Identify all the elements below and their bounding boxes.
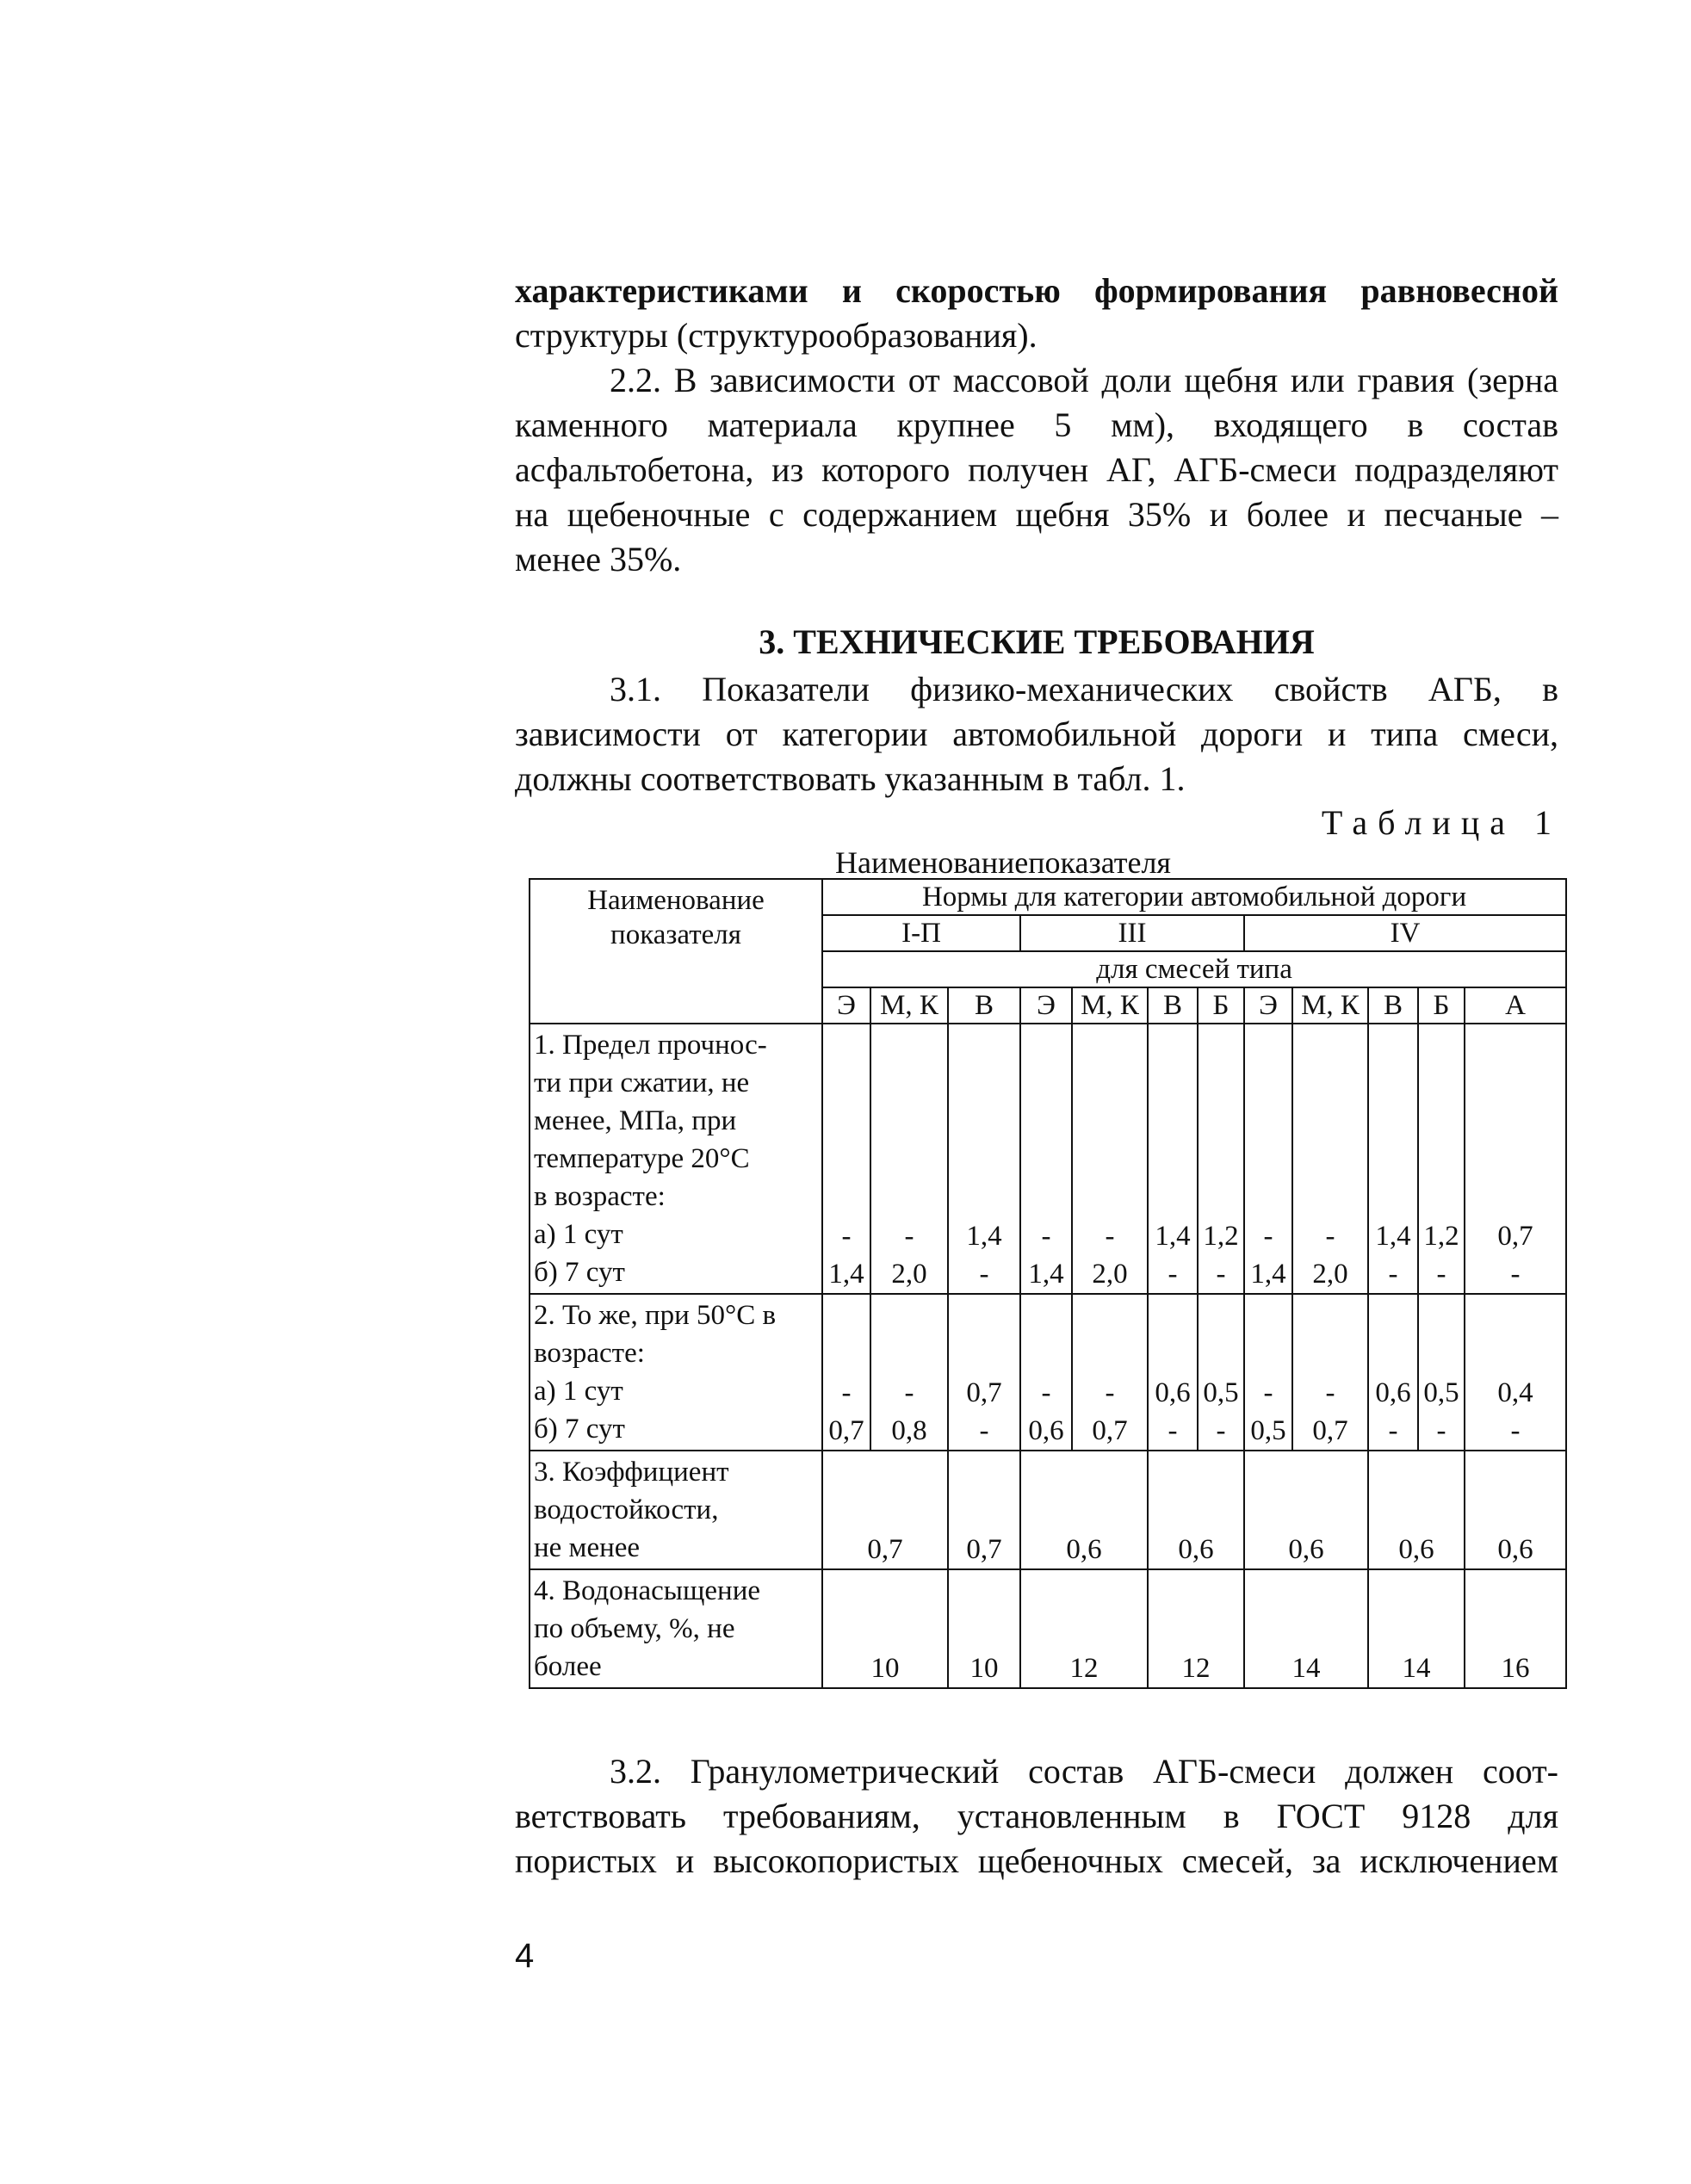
page-number: 4 [515, 1937, 535, 1975]
row2-b-value: 0,7 [1092, 1415, 1128, 1446]
row4-cell: 12 [1148, 1569, 1244, 1688]
row2-cell [1148, 1294, 1198, 1451]
row1-a-value: 1,2 [1203, 1221, 1239, 1252]
row4-name-line: более [534, 1651, 602, 1682]
row1-cell [1198, 1024, 1244, 1294]
row1-cell [870, 1024, 948, 1294]
category-2: III [1020, 915, 1244, 951]
row1-a-value: 1,2 [1423, 1221, 1459, 1252]
type-cell: М, К [1292, 987, 1368, 1024]
row1-a-value: - [1325, 1221, 1335, 1252]
row3-cell: 0,6 [1368, 1451, 1465, 1569]
row4-name-line: по объему, %, не [534, 1613, 735, 1644]
table-overhead-label: Наименованиепоказателя [835, 845, 1171, 880]
row1-b-value: 1,4 [828, 1259, 864, 1290]
row2-a-value: - [904, 1377, 914, 1408]
p32-line-3: пористых и высокопористых щебеночных смесей, за исключением [515, 1841, 1558, 1880]
p22-line-2: каменного материала крупнее 5 мм), входящего в состав [515, 405, 1558, 444]
category-1: I-П [822, 915, 1020, 951]
row4-name-line: 4. Водонасыщение [534, 1575, 761, 1606]
header-row-1 [530, 879, 1566, 915]
row2-cell [1244, 1294, 1292, 1451]
row2-cell [1020, 1294, 1072, 1451]
row2-b-value: - [1388, 1415, 1398, 1446]
row2-a-value: - [1263, 1377, 1273, 1408]
row2-cell [1368, 1294, 1418, 1451]
type-cell: Э [1244, 987, 1292, 1024]
row1-name-line: температуре 20°С [534, 1143, 750, 1174]
type-cell: В [1148, 987, 1198, 1024]
row2-b-value: - [1510, 1415, 1521, 1446]
row4-cell: 14 [1244, 1569, 1368, 1688]
row1-name-line: ти при сжатии, не [534, 1067, 750, 1098]
type-cell: М, К [870, 987, 948, 1024]
properties-table [529, 878, 1567, 1689]
row2-b-value: - [1168, 1415, 1178, 1446]
row1-b-value: 1,4 [1250, 1259, 1286, 1290]
p31-line-3: должны соответствовать указанным в табл. 1. [515, 759, 1186, 798]
row1-cell [1244, 1024, 1292, 1294]
p32-line-2: ветствовать требованиям, установленным в ГОСТ 9128 для [515, 1797, 1558, 1835]
row1-a-value: 0,7 [1497, 1221, 1533, 1252]
p22-line-4: на щебеночные с содержанием щебня 35% и более и песчаные – [515, 495, 1558, 534]
row1-cell [1292, 1024, 1368, 1294]
mix-type-label: для смесей типа [822, 951, 1566, 987]
type-cell: М, К [1072, 987, 1148, 1024]
type-cell: В [1368, 987, 1418, 1024]
row1-a-value: 1,4 [966, 1221, 1002, 1252]
row2-a-value: 0,5 [1203, 1377, 1239, 1408]
row2-cell [870, 1294, 948, 1451]
row2-name-line: б) 7 сут [534, 1414, 625, 1445]
row1-name-line: 1. Предел прочнос- [534, 1030, 767, 1061]
row2-cell [822, 1294, 870, 1451]
row2-b-value: 0,7 [1312, 1415, 1348, 1446]
p31-line-2: зависимости от категории автомобильной дороги и типа смеси, [515, 715, 1558, 753]
row3-name [530, 1451, 822, 1569]
row3-name-line: водостойкости, [534, 1494, 719, 1525]
row4-cell: 12 [1020, 1569, 1148, 1688]
row1-name [530, 1024, 822, 1294]
p31-line-1: 3.1. Показатели физико-механических свойств АГБ, в [610, 670, 1558, 708]
row1-name-line: менее, МПа, при [534, 1105, 737, 1136]
row2-a-value: 0,4 [1497, 1377, 1533, 1408]
p32-line-1: 3.2. Гранулометрический состав АГБ-смеси должен соот- [610, 1752, 1558, 1791]
row1-b-value: - [1168, 1259, 1178, 1290]
type-cell: Б [1198, 987, 1244, 1024]
row2-b-value: - [979, 1415, 989, 1446]
row2-a-value: - [1105, 1377, 1115, 1408]
row2-b-value: 0,5 [1250, 1415, 1286, 1446]
header-name-cell: Наименование показателя [530, 879, 822, 1024]
section-title: 3. ТЕХНИЧЕСКИЕ ТРЕБОВАНИЯ [759, 622, 1315, 661]
row4-cell: 14 [1368, 1569, 1465, 1688]
row1-b-value: 2,0 [1092, 1259, 1128, 1290]
row2-name-line: 2. То же, при 50°С в [534, 1300, 777, 1331]
row1-a-value: - [1105, 1221, 1115, 1252]
row3-cell: 0,6 [1148, 1451, 1244, 1569]
row2-a-value: 0,6 [1155, 1377, 1191, 1408]
row1-b-value: - [1510, 1259, 1521, 1290]
row1-cell [822, 1024, 870, 1294]
type-cell: Б [1418, 987, 1465, 1024]
table-row-water-resistance [530, 1451, 1566, 1569]
table-row-strength-20 [530, 1024, 1566, 1294]
row1-cell [1465, 1024, 1566, 1294]
row3-cell: 0,6 [1244, 1451, 1368, 1569]
row2-name-line: возрасте: [534, 1338, 645, 1369]
row2-name-line: а) 1 сут [534, 1376, 623, 1407]
row1-a-value: - [841, 1221, 852, 1252]
row1-cell [1368, 1024, 1418, 1294]
row2-cell [948, 1294, 1020, 1451]
row1-a-value: - [1263, 1221, 1273, 1252]
paragraph-2-2 [515, 358, 1558, 582]
row1-a-value: - [904, 1221, 914, 1252]
row2-a-value: - [1325, 1377, 1335, 1408]
row1-b-value: - [979, 1259, 989, 1290]
row4-name [530, 1569, 822, 1688]
p22-line-3: асфальтобетона, из которого получен АГ, АГБ-смеси подразделяют [515, 450, 1558, 489]
intro-line-1: характеристиками и скоростью формирования равновесной [515, 271, 1558, 310]
row1-b-value: - [1388, 1259, 1398, 1290]
p22-line-1: 2.2. В зависимости от массовой доли щебня или гравия (зерна [610, 361, 1558, 399]
row1-cell [1020, 1024, 1072, 1294]
row2-a-value: - [841, 1377, 852, 1408]
row1-b-value: - [1436, 1259, 1446, 1290]
type-cell: Э [822, 987, 870, 1024]
row2-a-value: 0,7 [966, 1377, 1002, 1408]
row1-b-value: 1,4 [1028, 1259, 1064, 1290]
row2-a-value: 0,6 [1375, 1377, 1411, 1408]
row1-a-value: 1,4 [1375, 1221, 1411, 1252]
row3-name-line: 3. Коэффициент [534, 1457, 729, 1488]
row2-name [530, 1294, 822, 1451]
row1-name-line: б) 7 сут [534, 1257, 625, 1288]
p22-line-5: менее 35%. [515, 540, 682, 578]
row3-cell: 0,6 [1020, 1451, 1148, 1569]
row2-cell [1198, 1294, 1244, 1451]
row3-cell: 0,7 [822, 1451, 948, 1569]
intro-line-2: структуры (структурообразования). [515, 316, 1038, 355]
row1-name-line: в возрасте: [534, 1181, 666, 1212]
paragraph-3-1 [515, 667, 1558, 801]
table-caption: Таблица 1 [1321, 803, 1562, 842]
row2-b-value: 0,7 [828, 1415, 864, 1446]
row1-cell [1418, 1024, 1465, 1294]
table-row-strength-50 [530, 1294, 1566, 1451]
row2-a-value: 0,5 [1423, 1377, 1459, 1408]
type-cell: Э [1020, 987, 1072, 1024]
row1-b-value: - [1216, 1259, 1226, 1290]
category-3: IV [1244, 915, 1566, 951]
row4-cell: 10 [822, 1569, 948, 1688]
header-norms: Нормы для категории автомобильной дороги [822, 879, 1566, 915]
row3-cell: 0,6 [1465, 1451, 1566, 1569]
table-1 [529, 878, 1565, 1689]
row1-a-value: - [1041, 1221, 1051, 1252]
row3-cell: 0,7 [948, 1451, 1020, 1569]
row1-cell [948, 1024, 1020, 1294]
row2-b-value: 0,8 [891, 1415, 927, 1446]
row1-b-value: 2,0 [1312, 1259, 1348, 1290]
row4-cell: 10 [948, 1569, 1020, 1688]
row1-a-value: 1,4 [1155, 1221, 1191, 1252]
row3-name-line: не менее [534, 1532, 641, 1563]
row2-cell [1292, 1294, 1368, 1451]
intro-paragraph [515, 269, 1558, 358]
row2-cell [1072, 1294, 1148, 1451]
row2-b-value: - [1436, 1415, 1446, 1446]
row2-b-value: - [1216, 1415, 1226, 1446]
row1-b-value: 2,0 [891, 1259, 927, 1290]
paragraph-3-2 [515, 1749, 1558, 1884]
row2-cell [1465, 1294, 1566, 1451]
row1-name-line: а) 1 сут [534, 1219, 623, 1250]
type-cell: В [948, 987, 1020, 1024]
row1-cell [1148, 1024, 1198, 1294]
row2-a-value: - [1041, 1377, 1051, 1408]
type-cell: А [1465, 987, 1566, 1024]
row2-b-value: 0,6 [1028, 1415, 1064, 1446]
table-row-water-saturation [530, 1569, 1566, 1688]
row2-cell [1418, 1294, 1465, 1451]
row4-cell: 16 [1465, 1569, 1566, 1688]
row1-cell [1072, 1024, 1148, 1294]
